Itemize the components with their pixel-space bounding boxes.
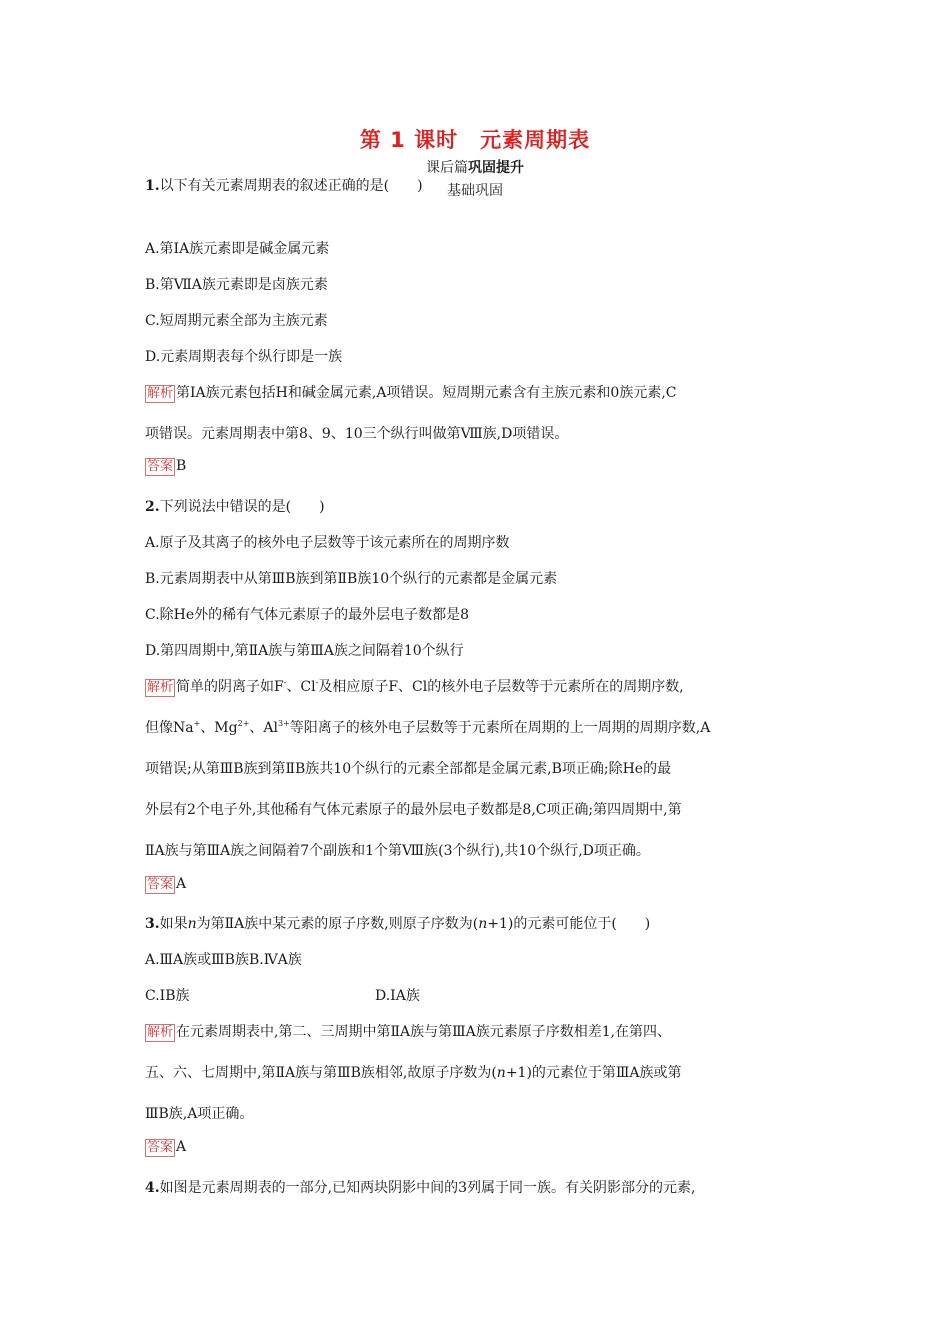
analysis-text: 、Cl	[286, 679, 316, 695]
variable-n: n	[478, 916, 488, 932]
q2-option-d: D.第四周期中,第ⅡA族与第ⅢA族之间隔着10个纵行	[145, 643, 464, 659]
question-text: 如图是元素周期表的一部分,已知两块阴影中间的3列属于同一族。有关阴影部分的元素,	[159, 1180, 696, 1196]
analysis-text: 、Al	[249, 720, 278, 736]
question-text: +1)的元素可能位于( )	[487, 916, 651, 932]
analysis-tag: 解析	[147, 386, 174, 401]
analysis-text: 在元素周期表中,第二、三周期中第ⅡA族与第ⅢA族元素原子序数相差1,在第四、	[176, 1024, 672, 1040]
charge-superscript: -	[283, 678, 287, 687]
page-title: 第 1 课时 元素周期表	[359, 128, 591, 152]
question-text: 如果	[159, 916, 188, 932]
charge-superscript: 2+	[237, 719, 250, 728]
analysis-text: 、Mg	[200, 720, 238, 736]
q1-option-d: D.元素周期表每个纵行即是一族	[145, 349, 343, 365]
q2-option-b: B.元素周期表中从第ⅢB族到第ⅡB族10个纵行的元素都是金属元素	[145, 571, 558, 587]
page-subtitle	[0, 157, 950, 177]
answer-value: A	[176, 1139, 187, 1155]
subtitle-prefix: 课后篇	[426, 160, 468, 176]
charge-superscript: 3+	[278, 719, 290, 728]
question-text: 以下有关元素周期表的叙述正确的是( )	[159, 178, 423, 194]
analysis-tag: 解析	[147, 1025, 174, 1040]
q1-option-a: A.第ⅠA族元素即是碱金属元素	[145, 241, 330, 257]
answer-tag: 答案	[147, 1140, 174, 1155]
q3-analysis-line-2	[145, 1062, 810, 1082]
answer-tag: 答案	[147, 459, 174, 474]
analysis-text: 五、六、七周期中,第ⅡA族与第ⅢB族相邻,故原子序数为(	[145, 1065, 497, 1081]
analysis-tag: 解析	[147, 680, 174, 695]
q1-option-b: B.第ⅦA族元素即是卤族元素	[145, 277, 328, 293]
question-text: 为第ⅡA族中某元素的原子序数,则原子序数为(	[196, 916, 479, 932]
q2-analysis-line-1	[145, 676, 810, 697]
q2-answer	[145, 876, 810, 894]
q3-option-ab: A.ⅢA族或ⅢB族B.ⅣA族	[145, 952, 302, 968]
q2-analysis-line-2	[145, 717, 810, 737]
section-heading: 基础巩固	[447, 183, 503, 199]
q2-analysis-line-3: 项错误;从第ⅢB族到第ⅡB族共10个纵行的元素全部都是金属元素,B项正确;除He的最	[145, 761, 672, 777]
q2-analysis-line-5: ⅡA族与第ⅢA族之间隔着7个副族和1个第Ⅷ族(3个纵行),共10个纵行,D项正确。	[145, 843, 650, 859]
question-2-stem	[145, 496, 810, 516]
question-number: 1.	[145, 178, 160, 194]
answer-tag: 答案	[147, 877, 174, 892]
question-number: 2.	[145, 499, 160, 515]
analysis-text: 及相应原子F、Cl的核外电子层数等于元素所在的周期序数,	[318, 679, 684, 695]
q3-option-c: C.ⅠB族	[145, 988, 190, 1004]
question-4-stem	[145, 1177, 810, 1197]
q2-option-c: C.除He外的稀有气体元素原子的最外层电子数都是8	[145, 607, 470, 623]
subtitle-bold: 巩固提升	[468, 160, 524, 176]
q1-answer	[145, 458, 810, 476]
answer-value: B	[176, 458, 187, 474]
q1-analysis-line-1	[145, 382, 810, 403]
charge-superscript: +	[193, 719, 201, 728]
question-3-stem	[145, 913, 810, 933]
q2-option-a: A.原子及其离子的核外电子层数等于该元素所在的周期序数	[145, 535, 510, 551]
analysis-text: 但像Na	[145, 720, 194, 736]
analysis-text: +1)的元素位于第ⅢA族或第	[505, 1065, 682, 1081]
question-number: 4.	[145, 1180, 160, 1196]
analysis-text: 等阳离子的核外电子层数等于元素所在周期的上一周期的周期序数,A	[289, 720, 711, 736]
variable-n: n	[187, 916, 197, 932]
q1-analysis-line-2: 项错误。元素周期表中第8、9、10三个纵行叫做第Ⅷ族,D项错误。	[145, 426, 569, 442]
analysis-text: 第ⅠA族元素包括H和碱金属元素,A项错误。短周期元素含有主族元素和0族元素,C	[176, 385, 677, 401]
q3-analysis-line-3: ⅢB族,A项正确。	[145, 1106, 254, 1122]
q3-answer	[145, 1139, 810, 1157]
question-number: 3.	[145, 916, 160, 932]
q2-analysis-line-4: 外层有2个电子外,其他稀有气体元素原子的最外层电子数都是8,C项正确;第四周期中,第	[145, 802, 682, 818]
analysis-text: 简单的阴离子如F	[176, 679, 284, 695]
q3-option-d: D.ⅠA族	[375, 988, 420, 1004]
q3-analysis-line-1	[145, 1021, 810, 1042]
variable-n: n	[496, 1065, 506, 1081]
question-text: 下列说法中错误的是( )	[159, 499, 325, 515]
q1-option-c: C.短周期元素全部为主族元素	[145, 313, 328, 329]
answer-value: A	[176, 876, 187, 892]
question-1-stem	[145, 175, 810, 195]
charge-superscript: -	[315, 678, 319, 687]
